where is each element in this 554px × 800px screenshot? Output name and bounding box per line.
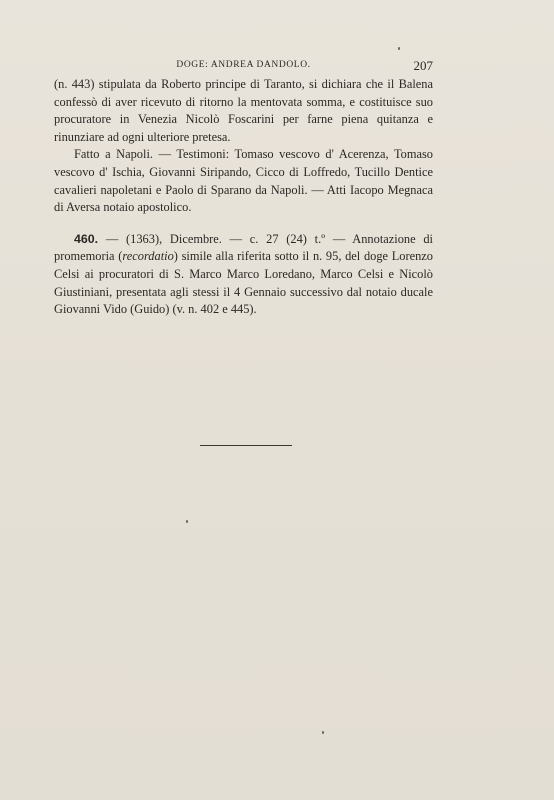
paper-speck xyxy=(186,520,188,523)
page-number: 207 xyxy=(413,58,433,73)
continuation-paragraph: (n. 443) stipulata da Roberto principe di Taranto, si dichiara che il Balena confessò di aver ricevuto di ritorno la mentovata somma, e costituisce suo procuratore in Venezia Nicolò Foscarini per farne piena quitanza e rinunziare ad ogni ulteriore pretesa. xyxy=(54,77,433,144)
witnesses-paragraph: Fatto a Napoli. — Testimoni: Tomaso vescovo d' Acerenza, Tomaso vescovo d' Ischia, Giovanni Siripando, Cicco di Loffredo, Tucillo Dentice cavalieri napoletani e Paolo di Sparano da Napoli. — Atti Iacopo Megnaca di Aversa notaio apostolico. xyxy=(54,147,433,215)
body-text xyxy=(54,76,433,319)
entry-italic-term: recordatio xyxy=(122,249,174,264)
entry-number: 460. xyxy=(74,231,99,246)
paper-speck xyxy=(322,731,324,734)
section-divider xyxy=(200,445,292,446)
entry-460 xyxy=(54,231,433,319)
entry-text-part-2: ) simile alla riferita sotto il n. 95, del doge Lorenzo Celsi ai procuratori di S. Marco Marco Loredano, Marco Celsi e Nicolò Giustiniani, presentata agli stessi il 4 Gennaio successivo dal notaio ducale Giovanni Vido (Guido) (v. n. 402 e 445). xyxy=(54,249,434,317)
paper-speck xyxy=(398,47,400,50)
running-head: DOGE: ANDREA DANDOLO. xyxy=(176,60,311,70)
page-header xyxy=(54,58,433,74)
entry-text-part-1: — (1363), Dicembre. — c. 27 (24) t.º — Annotazione di promemoria ( xyxy=(54,231,433,264)
